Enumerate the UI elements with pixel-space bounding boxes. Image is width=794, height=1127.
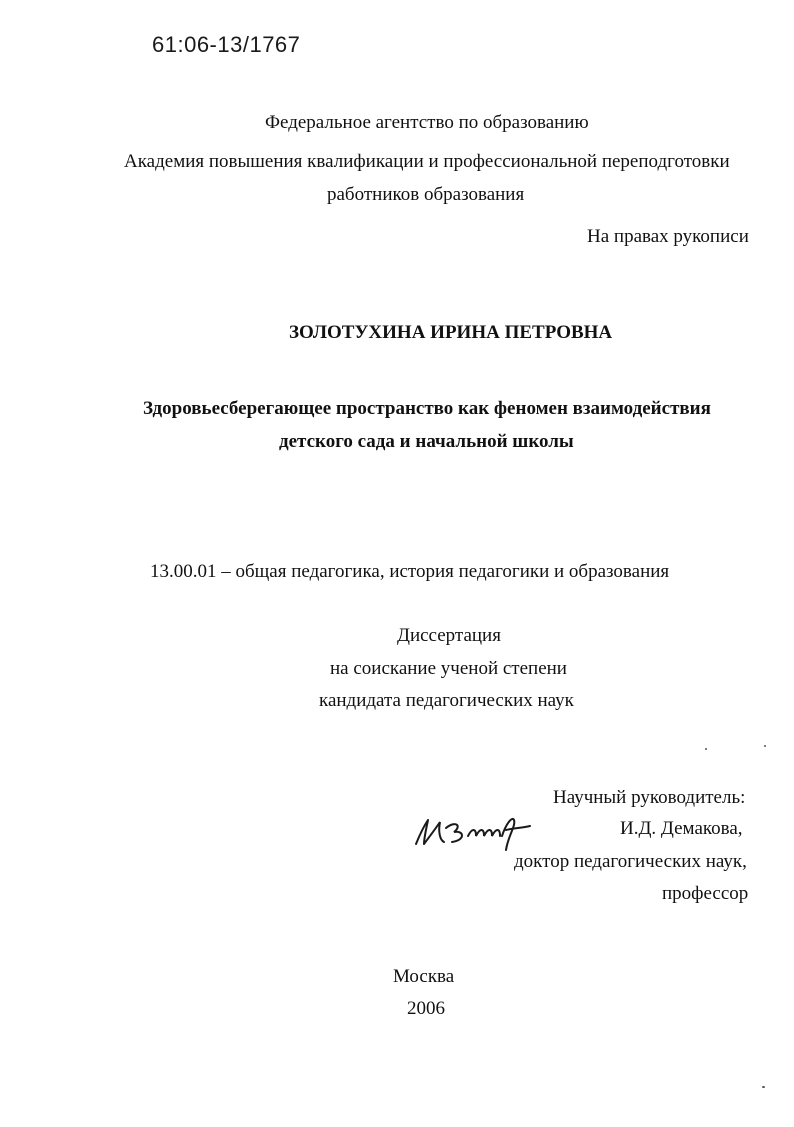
author-name: ЗОЛОТУХИНА ИРИНА ПЕТРОВНА <box>289 322 613 343</box>
scan-speck <box>762 1086 765 1088</box>
supervisor-name: И.Д. Демакова, <box>620 818 743 839</box>
academy-name-line2: работников образования <box>327 184 525 205</box>
academy-name-line1: Академия повышения квалификации и профессиональной переподготовки <box>124 151 730 172</box>
handwritten-signature-icon <box>410 806 540 854</box>
dissertation-title-line2: детского сада и начальной школы <box>279 431 574 452</box>
specialty-code: 13.00.01 – общая педагогика, история педагогики и образования <box>150 561 670 582</box>
supervisor-title: профессор <box>662 883 749 904</box>
city: Москва <box>393 966 455 987</box>
library-stamp-code: 61:06-13/1767 <box>152 32 301 57</box>
year: 2006 <box>407 998 445 1019</box>
supervisor-label: Научный руководитель: <box>553 787 746 808</box>
supervisor-degree: доктор педагогических наук, <box>514 851 747 872</box>
scan-speck <box>764 745 766 747</box>
manuscript-rights: На правах рукописи <box>587 226 749 247</box>
degree-line1: на соискание ученой степени <box>330 658 567 679</box>
scan-speck <box>705 748 707 750</box>
degree-line2: кандидата педагогических наук <box>319 690 574 711</box>
dissertation-title-line1: Здоровьесберегающее пространство как феномен взаимодействия <box>143 398 711 419</box>
work-type: Диссертация <box>397 625 501 646</box>
agency-name: Федеральное агентство по образованию <box>265 112 589 133</box>
